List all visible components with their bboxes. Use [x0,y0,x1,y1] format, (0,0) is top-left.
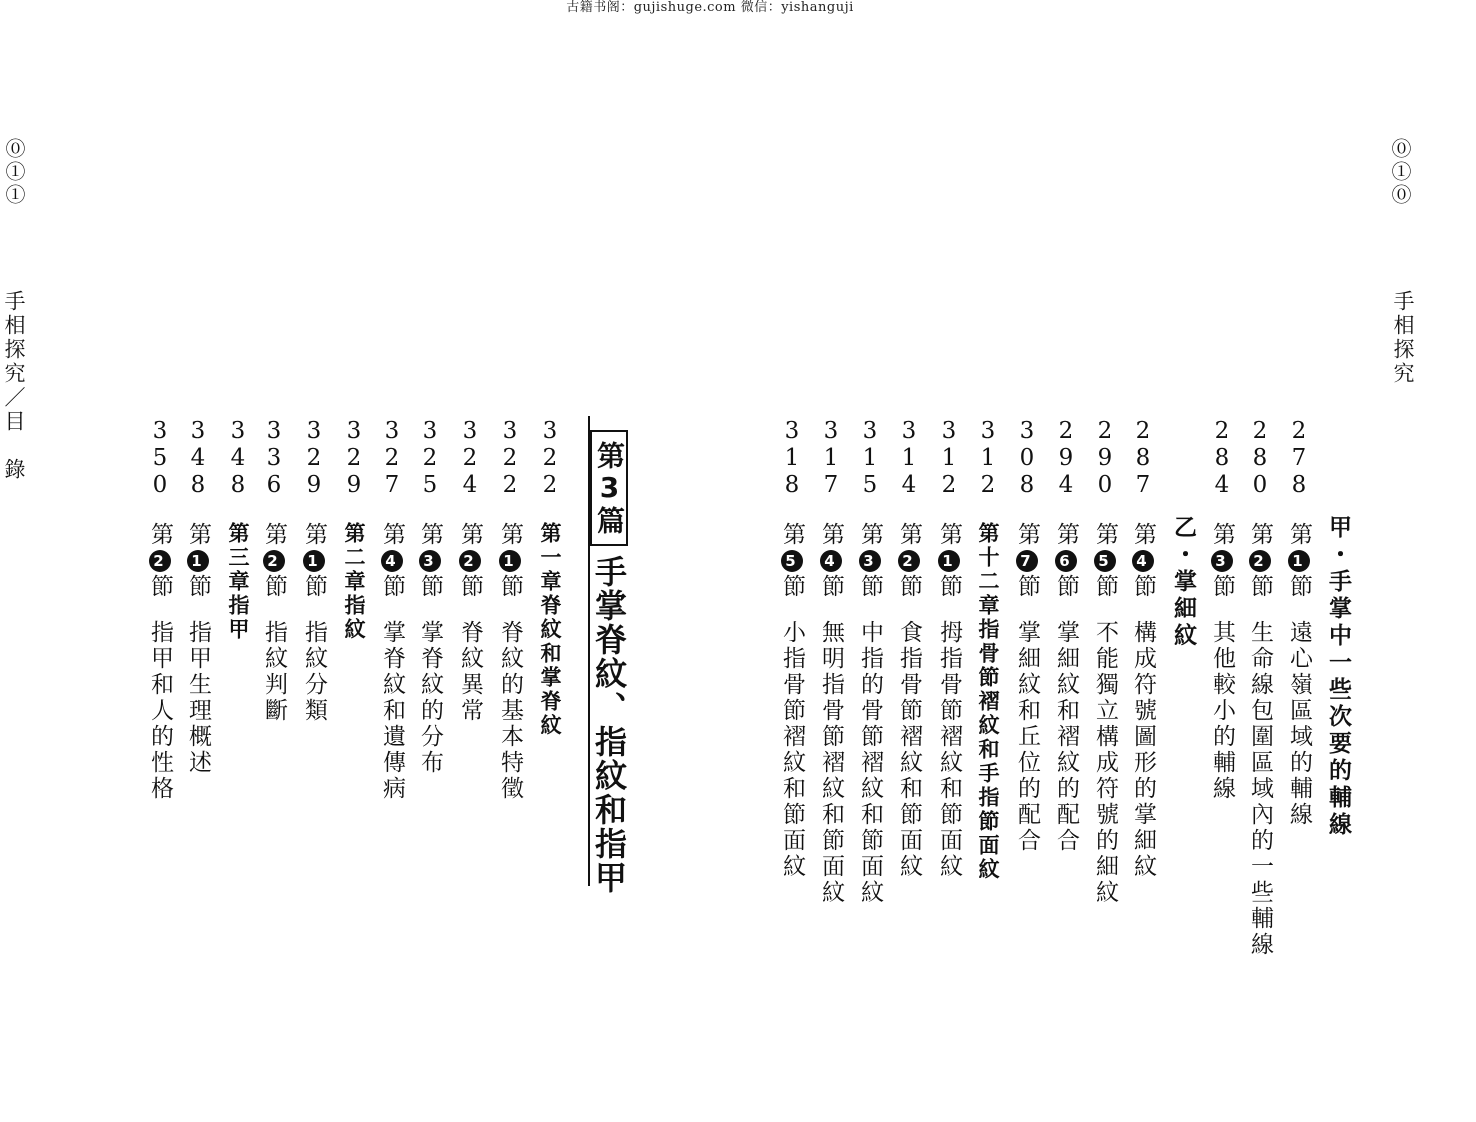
section-suffix: 節 [497,574,523,600]
toc-page-number: 324 [457,418,483,499]
toc-page-number: 325 [417,418,443,499]
section-suffix: 節 [857,574,883,600]
toc-section [418,522,442,776]
section-title: 指甲生理概述 [185,620,211,776]
chapter-label: 第二章 [342,522,367,594]
section-suffix: 節 [261,574,287,600]
section-number-badge: 1 [187,550,209,572]
toc-section [819,522,843,906]
section-suffix: 節 [185,574,211,600]
section-number-badge: 1 [303,550,325,572]
section-title: 小指骨節褶紋和節面紋 [779,620,805,880]
toc-section [262,522,286,724]
section-suffix: 節 [301,574,327,600]
toc-section [1015,522,1039,854]
section-prefix: 第 [301,522,327,548]
watermark-header: 古籍书阁：gujishuge.com 微信：yishanguji [566,0,854,15]
section-suffix: 節 [1247,574,1273,600]
section-suffix: 節 [1092,574,1118,600]
toc-section [1054,522,1078,854]
section-title: 不能獨立構成符號的細紋 [1092,620,1118,906]
section-prefix: 第 [185,522,211,548]
section-title: 其他較小的輔線 [1209,620,1235,802]
section-prefix: 第 [147,522,173,548]
toc-page-number: 348 [225,418,251,499]
section-prefix: 第 [457,522,483,548]
chapter-title: 指紋 [342,594,367,642]
chapter-label: 第十二章 [976,522,1001,618]
chapter-title: 脊紋和掌脊紋 [538,594,563,738]
section-title: 掌細紋和褶紋的配合 [1053,620,1079,854]
toc-page-number: 308 [1014,418,1040,499]
section-number-badge: 4 [820,550,842,572]
section-number-badge: 3 [859,550,881,572]
section-title: 生命線包圍區域內的一些輔線 [1247,620,1273,958]
toc-section [1287,522,1311,828]
toc-section [1093,522,1117,906]
toc-section [780,522,804,880]
toc-page-number: 280 [1247,418,1273,499]
toc-page-number: 284 [1209,418,1235,499]
toc-chapter [226,522,250,642]
section-title: 掌細紋和丘位的配合 [1014,620,1040,854]
section-suffix: 節 [1130,574,1156,600]
section-title: 脊紋的基本特徵 [497,620,523,802]
section-title: 指紋判斷 [261,620,287,724]
section-suffix: 節 [896,574,922,600]
section-prefix: 第 [417,522,443,548]
section-prefix: 第 [936,522,962,548]
right-page-number: ⓪①⓪ [1388,138,1412,207]
section-number-badge: 1 [499,550,521,572]
toc-section [498,522,522,802]
section-title: 遠心嶺區域的輔線 [1286,620,1312,828]
toc-page-number: 278 [1286,418,1312,499]
section-title: 脊紋異常 [457,620,483,724]
toc-chapter [342,522,366,642]
chapter-title: 指甲 [226,594,251,642]
toc-page-number: 322 [497,418,523,499]
section-suffix: 節 [147,574,173,600]
section-prefix: 第 [1209,522,1235,548]
toc-page-number: 336 [261,418,287,499]
toc-page-number: 314 [896,418,922,499]
left-running-head: 手相探究／目 錄 [2,290,26,482]
toc-page-number: 318 [779,418,805,499]
subhead-a: 甲・手掌中一些次要的輔線 [1325,515,1352,839]
toc-section [380,522,404,802]
section-suffix: 節 [1209,574,1235,600]
section-prefix: 第 [1130,522,1156,548]
section-number-badge: 2 [263,550,285,572]
toc-section [302,522,326,724]
section-number-badge: 3 [1211,550,1233,572]
toc-page-number: 327 [379,418,405,499]
toc-page-number: 329 [301,418,327,499]
part-title: 手掌脊紋、指紋和指甲 [590,555,628,895]
section-prefix: 第 [1247,522,1273,548]
toc-page-number: 287 [1130,418,1156,499]
section-title: 掌脊紋和遺傳病 [379,620,405,802]
section-number-badge: 4 [381,550,403,572]
left-page-number: ⓪①① [2,138,26,207]
toc-chapter [976,522,1000,882]
section-prefix: 第 [857,522,883,548]
toc-page-number: 315 [857,418,883,499]
section-prefix: 第 [1286,522,1312,548]
section-number-badge: 1 [1288,550,1310,572]
toc-page-number: 294 [1053,418,1079,499]
section-number-badge: 2 [898,550,920,572]
section-prefix: 第 [261,522,287,548]
section-title: 中指的骨節褶紋和節面紋 [857,620,883,906]
section-title: 構成符號圖形的掌細紋 [1130,620,1156,880]
toc-section [858,522,882,906]
toc-page-number: 329 [341,418,367,499]
section-suffix: 節 [936,574,962,600]
chapter-title: 指骨節褶紋和手指節面紋 [976,618,1001,882]
toc-section [1248,522,1272,958]
section-title: 無明指骨節褶紋和節面紋 [818,620,844,906]
toc-page-number: 348 [185,418,211,499]
section-suffix: 節 [457,574,483,600]
toc-section [148,522,172,802]
section-number-badge: 6 [1055,550,1077,572]
section-number-badge: 5 [1094,550,1116,572]
section-prefix: 第 [1014,522,1040,548]
section-number-badge: 5 [781,550,803,572]
toc-page-number: 290 [1092,418,1118,499]
section-title: 食指骨節褶紋和節面紋 [896,620,922,880]
section-number-badge: 3 [419,550,441,572]
toc-section [458,522,482,724]
section-title: 拇指骨節褶紋和節面紋 [936,620,962,880]
toc-page-number: 312 [975,418,1001,499]
toc-section [1210,522,1234,802]
toc-section [1131,522,1155,880]
toc-page-number: 312 [936,418,962,499]
toc-chapter [538,522,562,738]
section-suffix: 節 [417,574,443,600]
toc-page-number: 350 [147,418,173,499]
toc-page-number: 322 [537,418,563,499]
section-prefix: 第 [896,522,922,548]
toc-section [937,522,961,880]
section-number-badge: 2 [149,550,171,572]
section-prefix: 第 [379,522,405,548]
toc-page-number: 317 [818,418,844,499]
section-prefix: 第 [497,522,523,548]
chapter-label: 第一章 [538,522,563,594]
section-number-badge: 2 [1249,550,1271,572]
section-suffix: 節 [379,574,405,600]
section-prefix: 第 [779,522,805,548]
right-running-head: 手相探究 [1391,290,1415,386]
section-number-badge: 4 [1132,550,1154,572]
section-prefix: 第 [1053,522,1079,548]
section-suffix: 節 [1286,574,1312,600]
section-number-badge: 2 [459,550,481,572]
toc-section [897,522,921,880]
section-title: 指甲和人的性格 [147,620,173,802]
toc-section [186,522,210,776]
chapter-label: 第三章 [226,522,251,594]
part-label: 第3篇 [590,430,628,546]
section-suffix: 節 [1053,574,1079,600]
section-number-badge: 1 [938,550,960,572]
section-prefix: 第 [818,522,844,548]
section-prefix: 第 [1092,522,1118,548]
section-suffix: 節 [1014,574,1040,600]
section-suffix: 節 [818,574,844,600]
section-title: 掌脊紋的分布 [417,620,443,776]
section-number-badge: 7 [1016,550,1038,572]
section-title: 指紋分類 [301,620,327,724]
section-suffix: 節 [779,574,805,600]
subhead-b: 乙・掌細紋 [1170,515,1197,650]
